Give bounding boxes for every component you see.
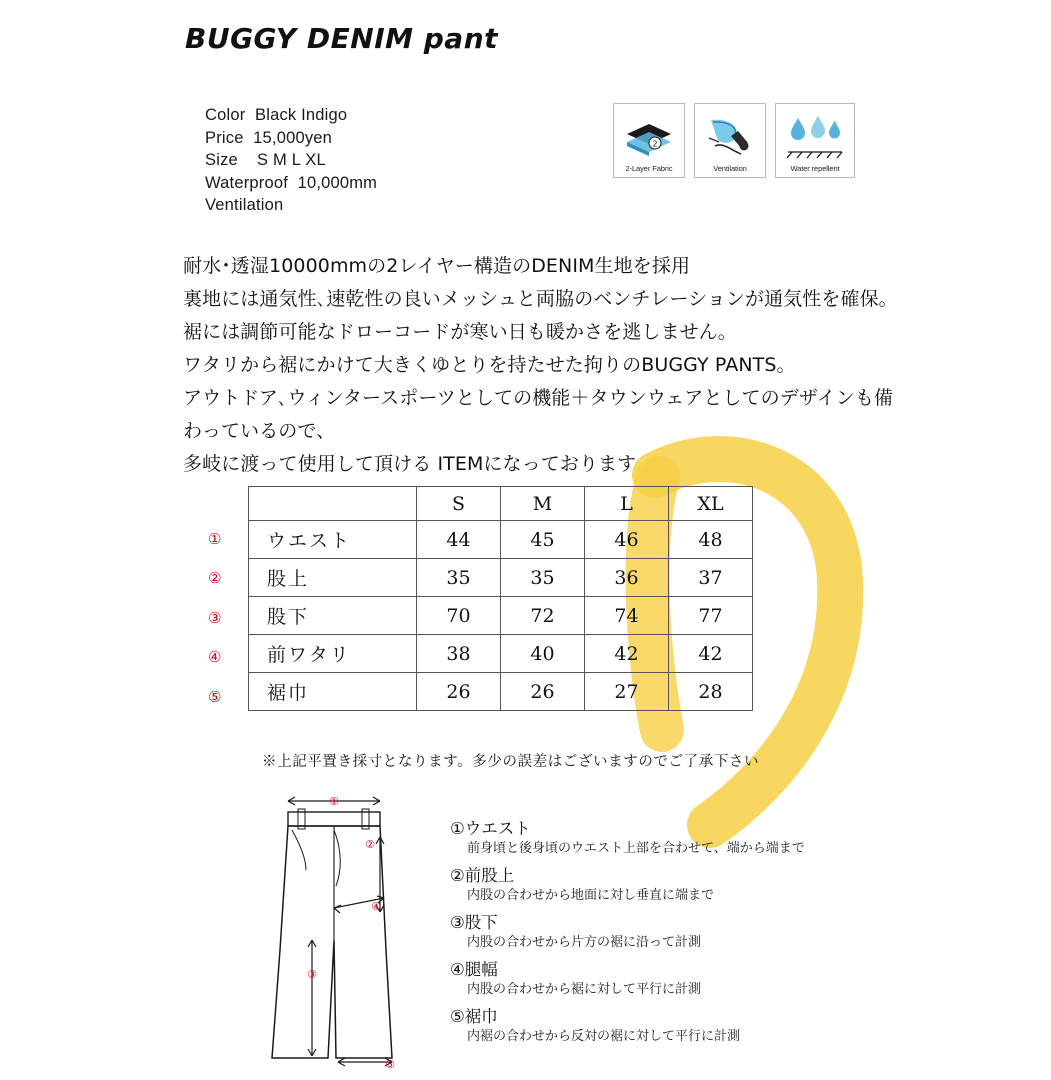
table-header-blank [249, 487, 417, 521]
water-repellent-icon [778, 110, 852, 164]
row-marker-column [208, 520, 221, 717]
row-label-waist: ウエスト [249, 521, 417, 559]
legend-detail-1: 前身頃と後身頃のウエスト上部を合わせて、端から端まで [467, 841, 805, 856]
table-header-xl: XL [669, 487, 753, 521]
legend-item-3 [450, 912, 920, 952]
diagram-label-4: ④ [371, 900, 381, 913]
description-line-4: ワタリから裾にかけて大きくゆとりを持たせた拘りのBUGGY PANTS｡ [183, 354, 787, 376]
spec-ventilation: Ventilation [205, 196, 284, 214]
legend-item-4 [450, 959, 920, 999]
row-marker-2: ② [208, 569, 222, 588]
cell-waist-s: 44 [417, 521, 501, 559]
cell-waist-l: 46 [585, 521, 669, 559]
legend-label-5: ⑤裾巾 [450, 1007, 498, 1026]
legend-item-2 [450, 865, 920, 905]
spec-list [205, 104, 377, 217]
diagram-label-1: ① [329, 795, 339, 808]
legend-item-1 [450, 818, 920, 858]
table-header-l: L [585, 487, 669, 521]
legend-label-3: ③股下 [450, 913, 498, 932]
row-marker-5: ⑤ [208, 687, 222, 706]
feature-caption-water-repellent: Water repellent [790, 164, 840, 173]
cell-inseam-m: 72 [501, 597, 585, 635]
legend-detail-5: 内裾の合わせから反対の裾に対して平行に計測 [467, 1029, 741, 1044]
feature-card-water-repellent [775, 103, 855, 178]
cell-rise-xl: 37 [669, 559, 753, 597]
table-header-s: S [417, 487, 501, 521]
legend-item-5 [450, 1006, 920, 1046]
table-row [249, 521, 753, 559]
description-line-6: 多岐に渡って使用して頂ける ITEMになっております 。 [183, 453, 662, 475]
diagram-label-2: ② [365, 838, 375, 851]
page-title: BUGGY DENIM pant [185, 22, 499, 55]
diagram-label-3: ③ [307, 968, 317, 981]
legend-detail-4: 内股の合わせから裾に対して平行に計測 [467, 982, 702, 997]
description-line-5: アウトドア､ウィンタースポーツとしての機能＋タウンウェアとしてのデザインも備わっているので、 [183, 387, 894, 442]
row-label-inseam: 股下 [249, 597, 417, 635]
table-row [249, 559, 753, 597]
description-line-2: 裏地には通気性､速乾性の良いメッシュと両脇のベンチレーションが通気性を確保｡ [183, 288, 889, 310]
row-marker-3: ③ [208, 608, 222, 627]
cell-rise-s: 35 [417, 559, 501, 597]
row-label-rise: 股上 [249, 559, 417, 597]
feature-card-ventilation [694, 103, 766, 178]
pants-diagram [250, 790, 440, 1075]
cell-thigh-l: 42 [585, 635, 669, 673]
cell-thigh-m: 40 [501, 635, 585, 673]
spec-size: Size S M L XL [205, 151, 326, 169]
measurement-note: ※上記平置き採寸となります。多少の誤差はございますのでご了承下さい [262, 754, 760, 770]
legend-label-2: ②前股上 [450, 866, 515, 885]
feature-icon-group [613, 103, 855, 178]
table-row [249, 673, 753, 711]
cell-hem-xl: 28 [669, 673, 753, 711]
cell-hem-s: 26 [417, 673, 501, 711]
cell-waist-m: 45 [501, 521, 585, 559]
cell-hem-m: 26 [501, 673, 585, 711]
cell-thigh-s: 38 [417, 635, 501, 673]
description-line-1: 耐水･透湿10000mmの2レイヤー構造のDENIM生地を採用 [183, 255, 691, 277]
cell-thigh-xl: 42 [669, 635, 753, 673]
row-label-hem: 裾巾 [249, 673, 417, 711]
row-marker-4: ④ [208, 648, 222, 667]
spec-waterproof: Waterproof 10,000mm [205, 173, 378, 192]
feature-card-2-layer-fabric [613, 103, 685, 178]
measurement-legend [450, 818, 920, 1053]
product-description [183, 250, 903, 481]
cell-hem-l: 27 [585, 673, 669, 711]
cell-rise-m: 35 [501, 559, 585, 597]
spec-color: Color Black Indigo [205, 106, 348, 124]
spec-price: Price 15,000yen [205, 128, 333, 147]
legend-detail-3: 内股の合わせから片方の裾に沿って計測 [467, 935, 702, 950]
legend-detail-2: 内股の合わせから地面に対し垂直に端まで [467, 888, 715, 903]
table-header-row [249, 487, 753, 521]
table-row [249, 597, 753, 635]
row-label-thigh: 前ワタリ [249, 635, 417, 673]
table-header-m: M [501, 487, 585, 521]
legend-label-4: ④腿幅 [450, 960, 498, 979]
cell-inseam-l: 74 [585, 597, 669, 635]
svg-text:2: 2 [652, 139, 658, 149]
cell-rise-l: 36 [585, 559, 669, 597]
ventilation-icon [697, 110, 763, 164]
legend-label-1: ①ウエスト [450, 819, 531, 838]
row-marker-1: ① [208, 530, 222, 548]
cell-waist-xl: 48 [669, 521, 753, 559]
cell-inseam-xl: 77 [669, 597, 753, 635]
description-line-3: 裾には調節可能なドローコードが寒い日も暖かさを逃しません｡ [183, 321, 728, 343]
2-layer-fabric-icon [616, 110, 682, 164]
size-table [248, 486, 753, 711]
feature-caption-ventilation: Ventilation [713, 164, 747, 173]
table-row [249, 635, 753, 673]
diagram-label-5: ⑤ [385, 1058, 395, 1071]
feature-caption-2-layer-fabric: 2-Layer Fabric [625, 164, 673, 173]
cell-inseam-s: 70 [417, 597, 501, 635]
size-table-wrapper [248, 486, 753, 711]
